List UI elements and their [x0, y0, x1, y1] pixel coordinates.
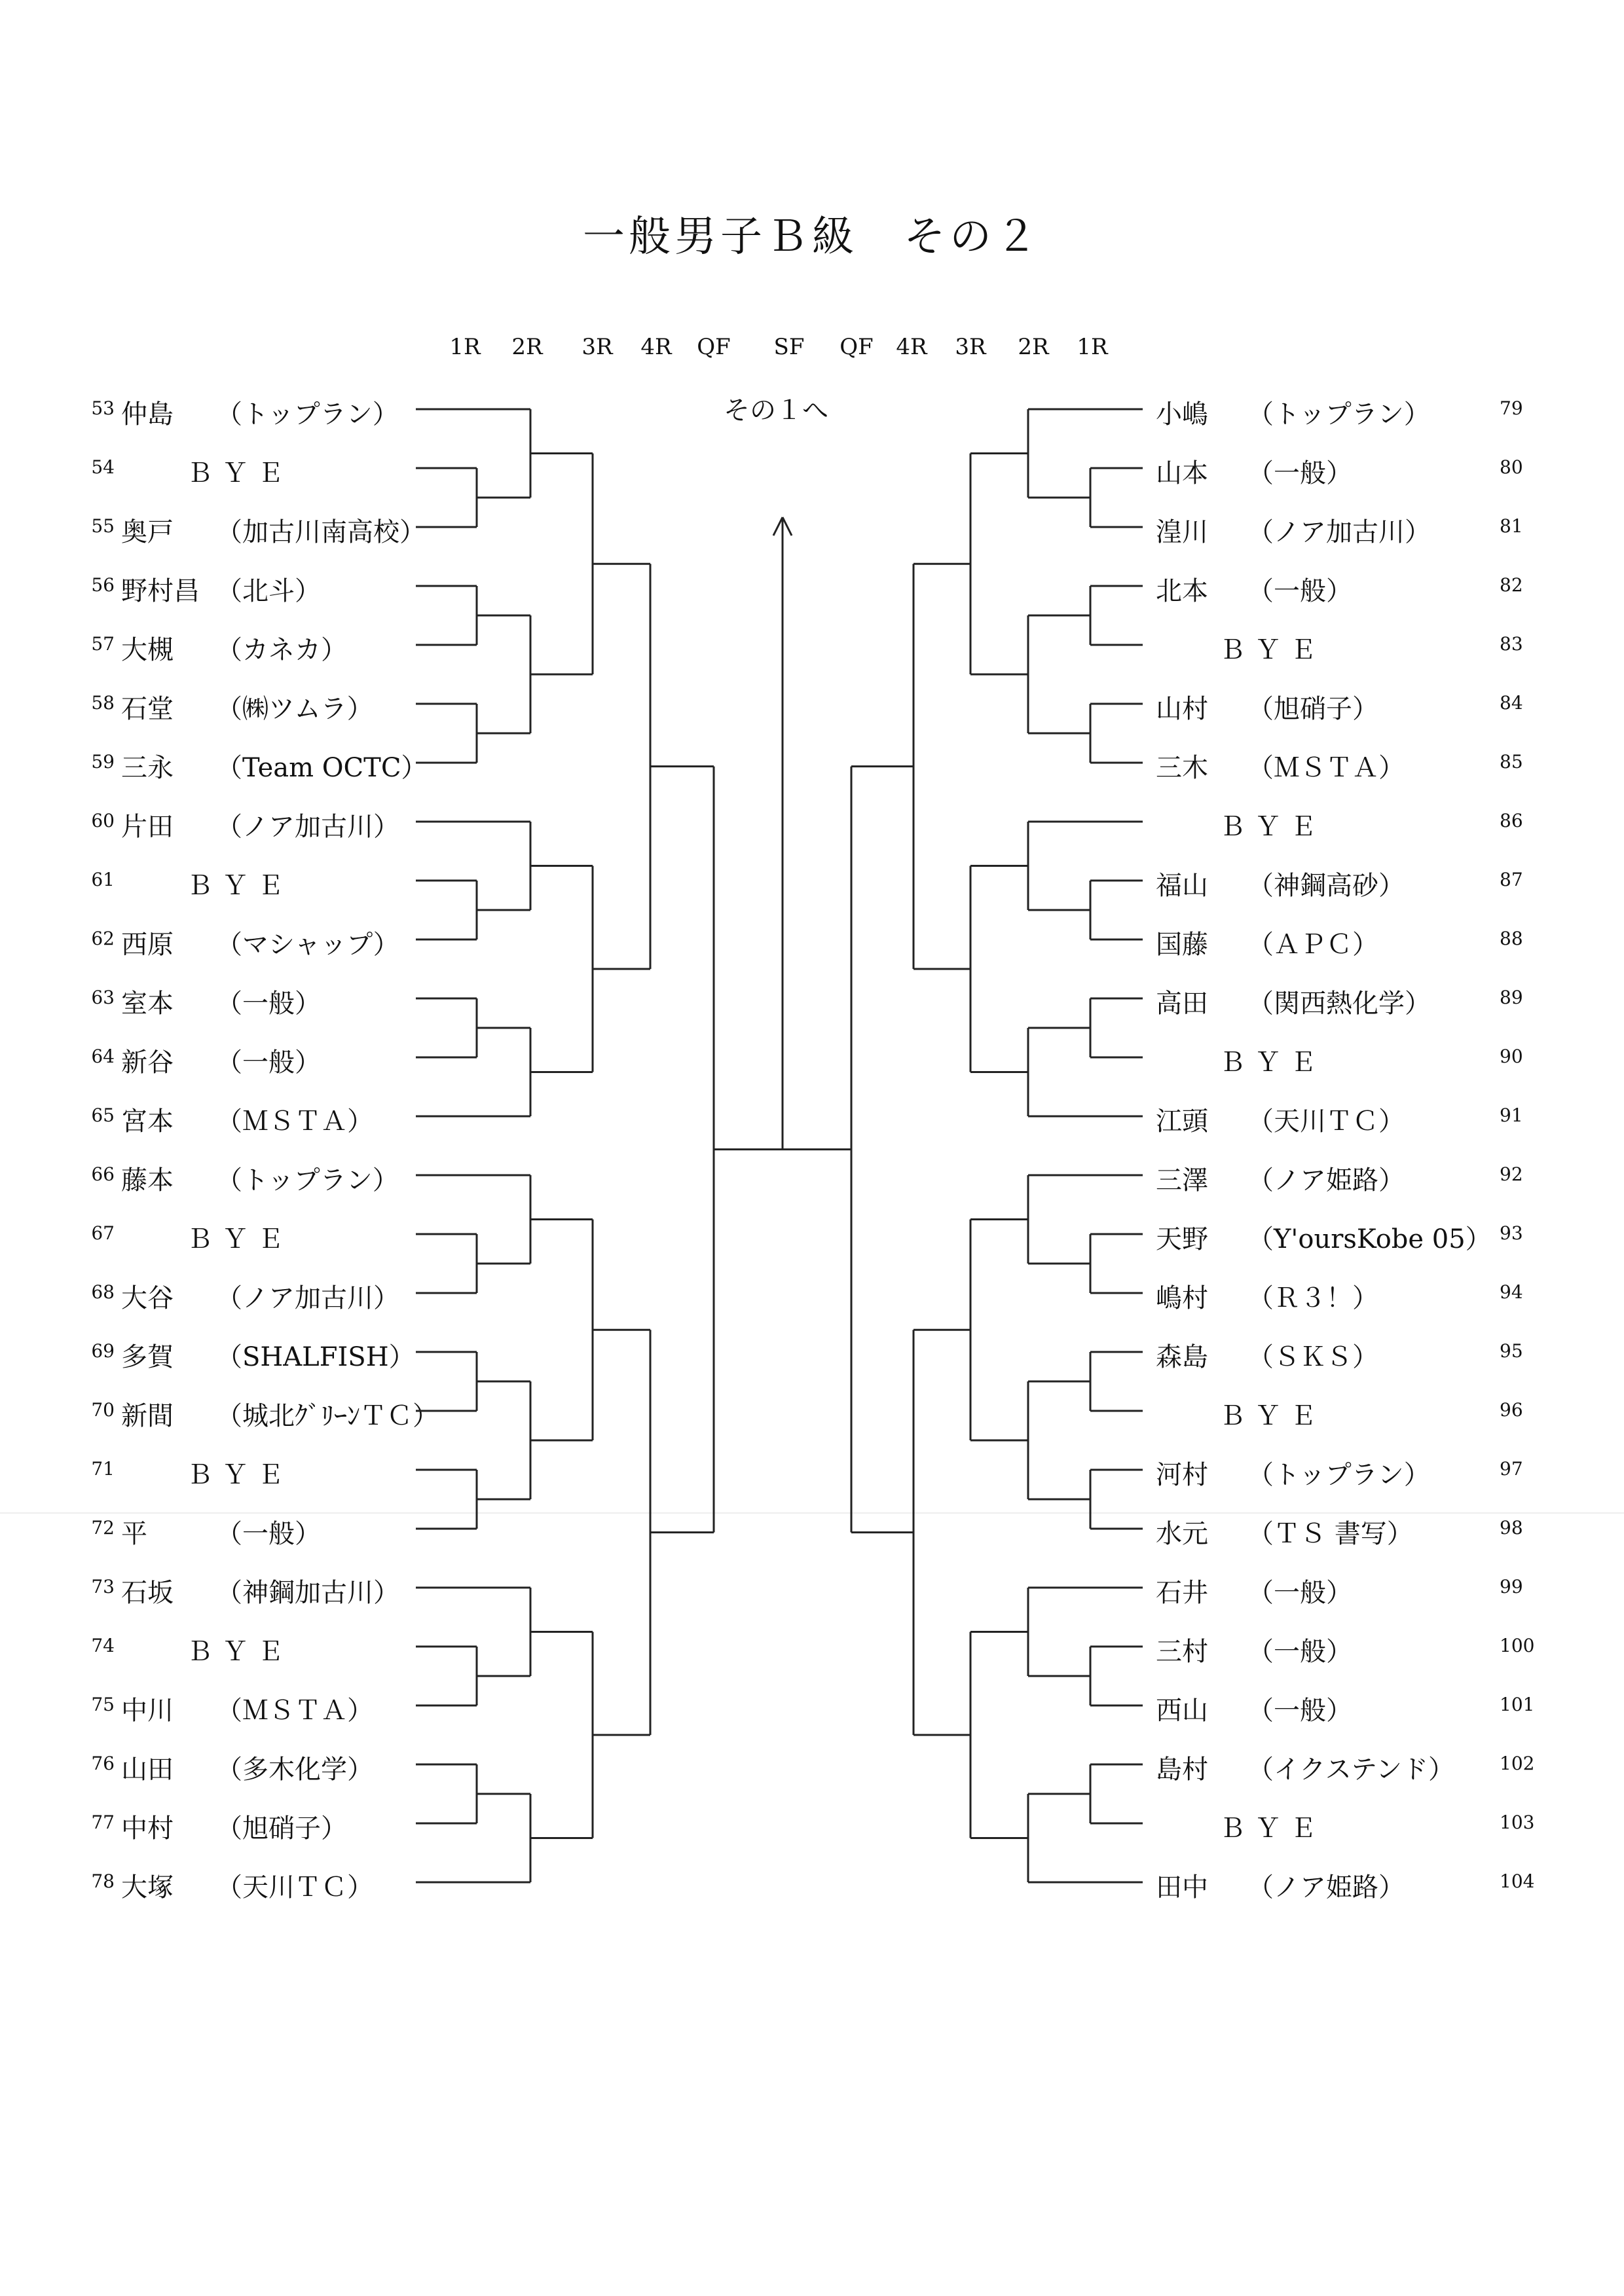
player-club: （イクステンド）: [1247, 1755, 1454, 1785]
entry-number: 99: [1500, 1576, 1523, 1597]
entry-number: 74: [91, 1635, 115, 1656]
player-club: （天川ＴＣ）: [1247, 1106, 1405, 1137]
entry-number: 69: [91, 1340, 115, 1362]
player-name: 水元: [1156, 1519, 1208, 1549]
entry-number: 56: [91, 574, 115, 596]
player-name: 藤本: [121, 1165, 174, 1195]
player-name: 中川: [121, 1696, 174, 1726]
player-club: （Y'oursKobe 05）: [1247, 1224, 1492, 1254]
player-club: （ＭＳＴＡ）: [216, 1106, 373, 1137]
player-club: （一般）: [216, 1048, 321, 1078]
entry-number: 98: [1500, 1517, 1523, 1539]
entry-number: 77: [91, 1812, 115, 1833]
bye-slot: ＢＹＥ: [187, 1224, 293, 1254]
player-name: 嶋村: [1156, 1283, 1208, 1313]
player-club: （北斗）: [216, 576, 321, 606]
entry-number: 90: [1500, 1046, 1523, 1067]
player-name: 福山: [1156, 871, 1208, 901]
player-name: 西原: [121, 930, 174, 960]
entry-number: 60: [91, 810, 115, 831]
entry-number: 100: [1500, 1635, 1535, 1656]
player-club: （ノア加古川）: [216, 1283, 399, 1313]
player-club: （一般）: [216, 1519, 321, 1549]
bye-slot: ＢＹＥ: [187, 458, 293, 488]
entry-number: 71: [91, 1458, 115, 1480]
player-name: 片田: [121, 812, 174, 842]
entry-number: 86: [1500, 810, 1523, 831]
player-club: （Team OCTC）: [216, 753, 428, 783]
bye-slot: ＢＹＥ: [187, 1637, 293, 1667]
player-club: （ノア加古川）: [1247, 517, 1431, 547]
player-name: 山本: [1156, 458, 1208, 488]
player-name: 山田: [121, 1755, 174, 1785]
player-name: 野村昌: [121, 576, 200, 606]
player-club: （トップラン）: [216, 399, 399, 429]
entry-number: 53: [91, 397, 115, 419]
player-name: 北本: [1156, 576, 1208, 606]
entry-number: 73: [91, 1576, 115, 1597]
entry-number: 87: [1500, 869, 1523, 890]
entry-number: 54: [91, 456, 115, 478]
entry-number: 83: [1500, 633, 1523, 655]
bye-slot: ＢＹＥ: [1219, 635, 1325, 665]
player-club: （一般）: [1247, 1696, 1352, 1726]
player-name: 小嶋: [1156, 399, 1208, 429]
entry-number: 80: [1500, 456, 1523, 478]
round-label: 3R: [955, 334, 986, 360]
entry-number: 96: [1500, 1399, 1523, 1421]
player-club: （一般）: [1247, 576, 1352, 606]
round-label: 4R: [896, 334, 927, 360]
entry-number: 76: [91, 1753, 115, 1774]
player-club: （神鋼高砂）: [1247, 871, 1405, 901]
bye-slot: ＢＹＥ: [1219, 1813, 1325, 1844]
entry-number: 89: [1500, 987, 1523, 1008]
entry-number: 102: [1500, 1753, 1535, 1774]
player-name: 平: [121, 1519, 147, 1549]
player-club: （一般）: [216, 989, 321, 1019]
round-label: 2R: [1018, 334, 1049, 360]
round-label: QF: [697, 334, 731, 360]
entry-number: 64: [91, 1046, 115, 1067]
entry-number: 61: [91, 869, 115, 890]
entry-number: 68: [91, 1281, 115, 1303]
player-club: （トップラン）: [1247, 399, 1430, 429]
player-name: 江頭: [1156, 1106, 1208, 1137]
entry-number: 79: [1500, 397, 1523, 419]
entry-number: 59: [91, 751, 115, 773]
player-name: 奥戸: [121, 517, 174, 547]
player-name: 宮本: [121, 1106, 174, 1137]
player-name: 三永: [121, 753, 174, 783]
player-club: （㈱ツムラ）: [216, 694, 373, 724]
entry-number: 72: [91, 1517, 115, 1539]
player-club: （ノア加古川）: [216, 812, 399, 842]
round-label: 4R: [640, 334, 672, 360]
entry-number: 67: [91, 1222, 115, 1244]
entry-number: 78: [91, 1870, 115, 1892]
player-name: 大槻: [121, 635, 174, 665]
entry-number: 93: [1500, 1222, 1523, 1244]
player-club: （旭硝子）: [216, 1813, 347, 1844]
player-name: 大塚: [121, 1872, 174, 1903]
player-club: （SHALFISH）: [216, 1342, 415, 1372]
player-club: （ＭＳＴＡ）: [1247, 753, 1405, 783]
player-club: （ＭＳＴＡ）: [216, 1696, 373, 1726]
entry-number: 97: [1500, 1458, 1523, 1480]
player-club: （ＴＳ 書写）: [1247, 1519, 1413, 1549]
player-club: （カネカ）: [216, 635, 347, 665]
entry-number: 75: [91, 1694, 115, 1715]
player-club: （ＡＰＣ）: [1247, 930, 1378, 960]
entry-number: 66: [91, 1163, 115, 1185]
bye-slot: ＢＹＥ: [187, 1460, 293, 1490]
player-club: （トップラン）: [1247, 1460, 1430, 1490]
player-name: 仲島: [121, 399, 174, 429]
player-name: 大谷: [121, 1283, 174, 1313]
player-club: （神鋼加古川）: [216, 1578, 399, 1608]
round-label: 3R: [581, 334, 613, 360]
player-club: （ノア姫路）: [1247, 1872, 1405, 1903]
player-club: （旭硝子）: [1247, 694, 1378, 724]
player-name: 天野: [1156, 1224, 1208, 1254]
player-name: 室本: [121, 989, 174, 1019]
bye-slot: ＢＹＥ: [1219, 812, 1325, 842]
player-club: （ノア姫路）: [1247, 1165, 1405, 1195]
entry-number: 70: [91, 1399, 115, 1421]
player-name: 新間: [121, 1401, 174, 1431]
player-club: （ＳＫＳ）: [1247, 1342, 1378, 1372]
player-club: （加古川南高校）: [216, 517, 426, 547]
entry-number: 88: [1500, 928, 1523, 949]
entry-number: 65: [91, 1104, 115, 1126]
player-name: 国藤: [1156, 930, 1208, 960]
round-label: 1R: [1077, 334, 1108, 360]
bye-slot: ＢＹＥ: [187, 871, 293, 901]
round-label: QF: [840, 334, 874, 360]
player-name: 田中: [1156, 1872, 1208, 1903]
page-title: 一般男子Ｂ級 その２: [583, 213, 1041, 261]
bracket-line: [773, 517, 783, 536]
player-club: （一般）: [1247, 458, 1352, 488]
player-name: 三澤: [1156, 1165, 1208, 1195]
player-name: 石堂: [121, 694, 174, 724]
player-name: 河村: [1156, 1460, 1208, 1490]
entry-number: 82: [1500, 574, 1523, 596]
entry-number: 85: [1500, 751, 1523, 773]
entry-number: 81: [1500, 515, 1523, 537]
player-name: 新谷: [121, 1048, 174, 1078]
player-name: 高田: [1156, 989, 1208, 1019]
player-name: 森島: [1156, 1342, 1208, 1372]
player-name: 石坂: [121, 1578, 174, 1608]
round-label: SF: [773, 334, 805, 360]
player-club: （一般）: [1247, 1637, 1352, 1667]
entry-number: 58: [91, 692, 115, 714]
player-club: （関西熱化学）: [1247, 989, 1431, 1019]
player-name: 島村: [1156, 1755, 1208, 1785]
player-name: 山村: [1156, 694, 1208, 724]
continuation-note: その１へ: [724, 395, 828, 426]
player-name: 三木: [1156, 753, 1208, 783]
player-name: 多賀: [121, 1342, 174, 1372]
bye-slot: ＢＹＥ: [1219, 1401, 1325, 1431]
entry-number: 103: [1500, 1812, 1535, 1833]
round-label: 1R: [449, 334, 481, 360]
entry-number: 91: [1500, 1104, 1523, 1126]
player-name: 中村: [121, 1813, 174, 1844]
player-club: （多木化学）: [216, 1755, 373, 1785]
entry-number: 94: [1500, 1281, 1523, 1303]
entry-number: 63: [91, 987, 115, 1008]
player-name: 石井: [1156, 1578, 1208, 1608]
player-name: 西山: [1156, 1696, 1208, 1726]
player-club: （一般）: [1247, 1578, 1352, 1608]
entry-number: 95: [1500, 1340, 1523, 1362]
player-club: （トップラン）: [216, 1165, 399, 1195]
round-label: 2R: [511, 334, 543, 360]
player-name: 三村: [1156, 1637, 1208, 1667]
entry-number: 101: [1500, 1694, 1535, 1715]
player-club: （Ｒ３！）: [1247, 1283, 1378, 1313]
player-name: 湟川: [1156, 517, 1208, 547]
entry-number: 92: [1500, 1163, 1523, 1185]
entry-number: 57: [91, 633, 115, 655]
bye-slot: ＢＹＥ: [1219, 1048, 1325, 1078]
player-club: （城北ｸﾞﾘｰﾝＴＣ）: [216, 1401, 439, 1431]
player-club: （マシャップ）: [216, 930, 399, 960]
bracket-line: [783, 517, 792, 536]
entry-number: 62: [91, 928, 115, 949]
entry-number: 104: [1500, 1870, 1535, 1892]
player-club: （天川ＴＣ）: [216, 1872, 373, 1903]
entry-number: 84: [1500, 692, 1523, 714]
entry-number: 55: [91, 515, 115, 537]
